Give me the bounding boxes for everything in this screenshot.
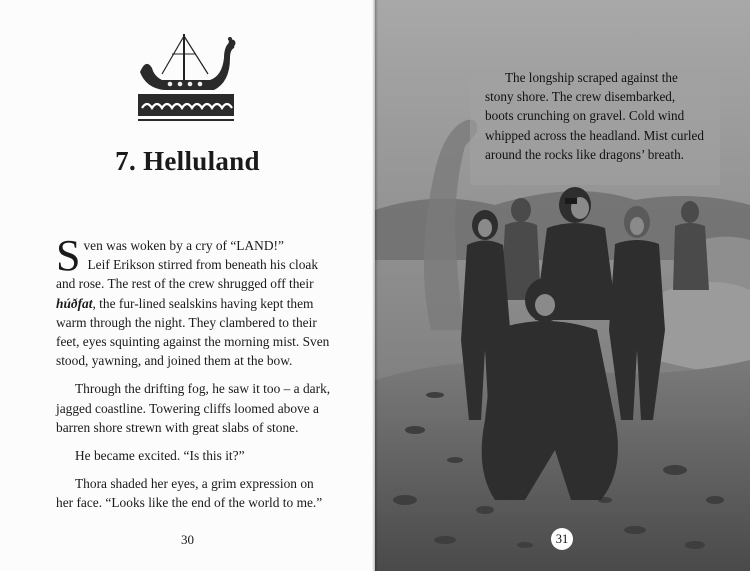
paragraph-1	[56, 231, 332, 370]
paragraph-3: He became excited. “Is this it?”	[75, 448, 245, 464]
drop-cap: S	[56, 231, 81, 280]
right-page	[375, 0, 750, 571]
caption-text: The longship scraped against the stony shore. The crew disembarked, boots crunching on gravel. Cold wind whipped across the headland. Mist curled around the rocks like dragons’ breath.	[485, 70, 704, 162]
paragraph-1-first-line: ven was woken by a cry of “LAND!”	[83, 238, 284, 253]
chapter-title: 7. Helluland	[115, 146, 260, 176]
paragraph-4: Thora shaded her eyes, a grim expression on her face. “Looks like the end of the world to me.”	[56, 476, 323, 511]
paragraph-2: Through the drifting fog, he saw it too – a dark, jagged coastline. Towering cliffs loomed above a barren shore strewn with great slabs of stone.	[56, 381, 331, 435]
paragraph-1-text: Leif Erikson stirred from beneath his cloak and rose. The rest of the crew shrugged off their	[56, 257, 319, 292]
paragraph-1-text-end: , the fur-lined sealskins having kept them warm through the night. They clambered to their feet, eyes squinting against the morning mist. Sven stood, yawning, and joined them at the bow.	[56, 295, 330, 369]
hudfat-term: húðfat	[56, 295, 93, 311]
page-number-left: 30	[181, 532, 194, 547]
illustration-caption	[485, 68, 705, 164]
body-text	[56, 231, 332, 522]
viking-longship-icon	[132, 28, 242, 124]
page-number-right: 31	[551, 528, 573, 550]
book-gutter	[372, 0, 378, 571]
